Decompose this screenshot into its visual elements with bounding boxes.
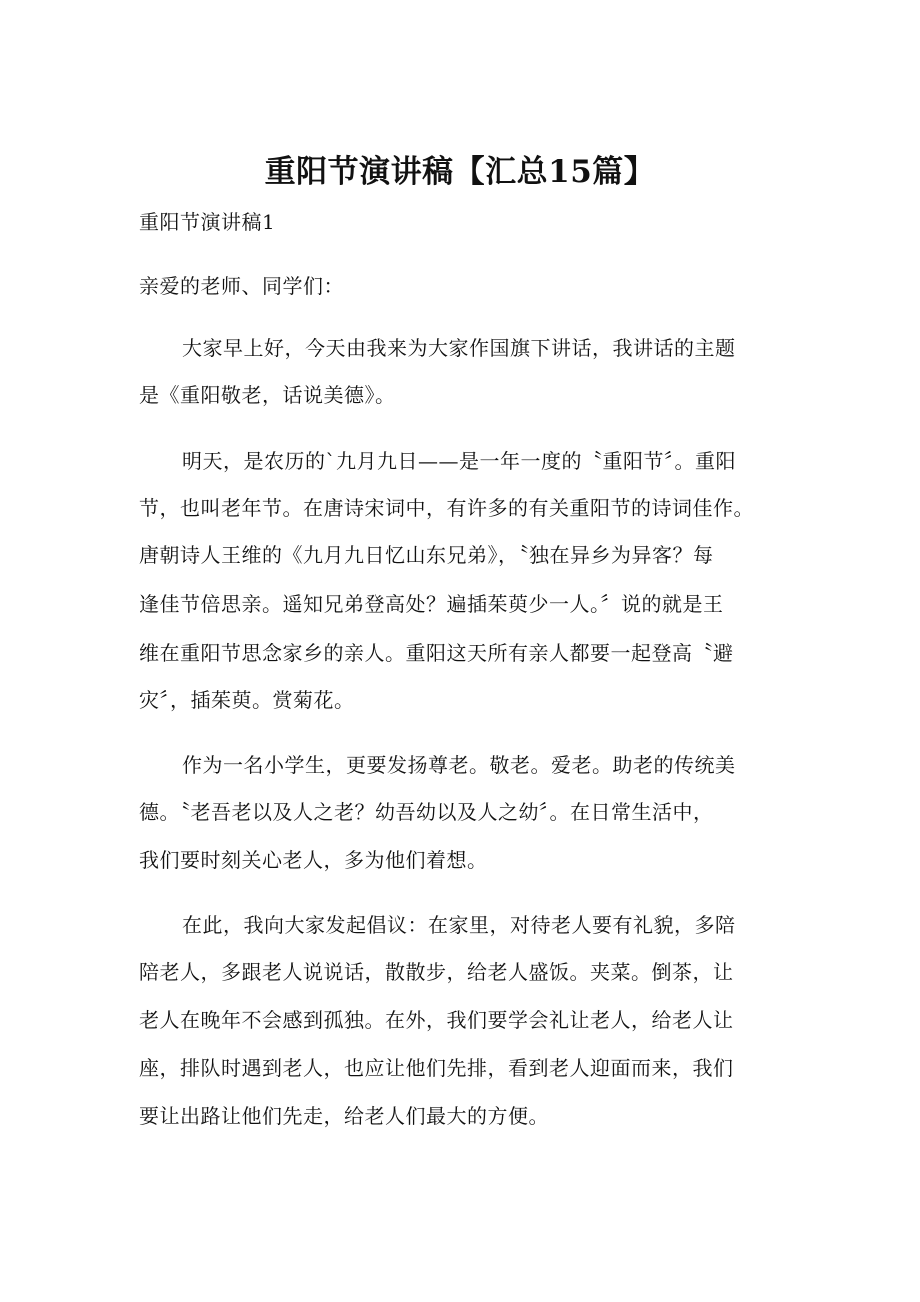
paragraph-2-line-1: 明天，是农历的`九月九日——是一年一度的〝重阳节〞。重阳 (182, 449, 736, 473)
section-heading: 重阳节演讲稿1 (139, 210, 276, 234)
paragraph-2-line-3: 唐朝诗人王维的《九月九日忆山东兄弟》，〝独在异乡为异客？每 (139, 543, 714, 567)
paragraph-2-line-5: 维在重阳节思念家乡的亲人。重阳这天所有亲人都要一起登高〝避 (139, 641, 734, 665)
paragraph-4-line-4: 座，排队时遇到老人，也应让他们先排，看到老人迎面而来，我们 (139, 1056, 734, 1080)
paragraph-4-line-3: 老人在晚年不会感到孤独。在外，我们要学会礼让老人，给老人让 (139, 1008, 734, 1032)
paragraph-2-line-6: 灾〞，插茱萸。赏菊花。 (139, 688, 355, 712)
paragraph-3-line-1: 作为一名小学生，更要发扬尊老。敬老。爱老。助老的传统美 (182, 753, 736, 777)
paragraph-3-line-3: 我们要时刻关心老人，多为他们着想。 (139, 848, 488, 872)
paragraph-1-line-1: 大家早上好，今天由我来为大家作国旗下讲话，我讲话的主题 (182, 336, 736, 360)
paragraph-1-line-2: 是《重阳敬老，话说美德》。 (139, 383, 396, 407)
paragraph-3-line-2: 德。〝老吾老以及人之老？幼吾幼以及人之幼〞。在日常生活中， (139, 800, 714, 824)
paragraph-2-line-2: 节，也叫老年节。在唐诗宋词中，有许多的有关重阳节的诗词佳作。 (139, 496, 754, 520)
salutation: 亲爱的老师、同学们： (139, 274, 344, 298)
paragraph-2-line-4: 逢佳节倍思亲。遥知兄弟登高处？遍插茱萸少一人。〞说的就是王 (139, 592, 724, 616)
paragraph-4-line-2: 陪老人，多跟老人说说话，散散步，给老人盛饭。夹菜。倒茶，让 (139, 960, 734, 984)
paragraph-4-line-5: 要让出路让他们先走，给老人们最大的方便。 (139, 1104, 549, 1128)
paragraph-4-line-1: 在此，我向大家发起倡议：在家里，对待老人要有礼貌，多陪 (182, 913, 736, 937)
document-title: 重阳节演讲稿【汇总15篇】 (264, 154, 656, 190)
